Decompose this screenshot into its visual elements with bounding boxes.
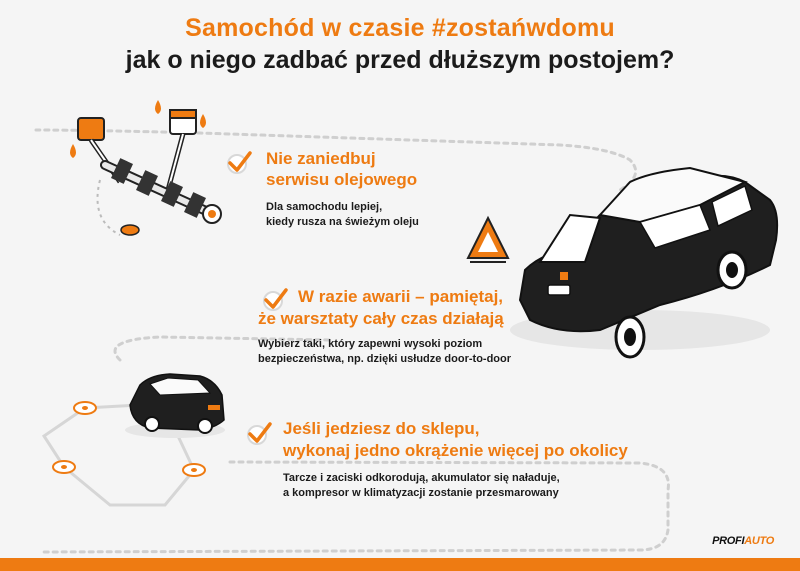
route-pin-icon: [74, 402, 96, 414]
profiauto-logo: [712, 535, 774, 547]
checkmark-icon: [246, 421, 272, 447]
engine-icon: [78, 110, 221, 235]
route-pin-icon: [183, 464, 205, 476]
page-subtitle: jak o niego zadbać przed dłuższym postojem?: [125, 46, 675, 74]
tip-1-title-line2: serwisu olejowego: [266, 170, 418, 189]
checkmark-icon: [226, 150, 252, 176]
small-car-icon: [125, 374, 225, 438]
page-title: Samochód w czasie #zostańwdomu: [185, 14, 615, 42]
warning-triangle-icon: [468, 218, 508, 262]
tip-3-text-line2: a kompresor w klimatyzacji zostanie przesmarowany: [283, 487, 559, 499]
tip-1-text-line1: Dla samochodu lepiej,: [266, 201, 383, 213]
broken-car-icon: [510, 168, 777, 357]
tip-1-text-line2: kiedy rusza na świeżym oleju: [266, 216, 419, 228]
tip-2-text-line1: Wybierz taki, który zapewni wysoki poziom: [258, 338, 483, 350]
tip-1-title-line1: Nie zaniedbuj: [266, 149, 376, 168]
logo-part1: PROFI: [712, 535, 745, 547]
tip-2-title-line2: że warsztaty cały czas działają: [258, 309, 504, 328]
bottom-accent-bar: [0, 558, 800, 571]
logo-part2: AUTO: [744, 535, 774, 547]
tip-2-title-line1: W razie awarii – pamiętaj,: [298, 287, 504, 306]
tip-3-title-line2: wykonaj jedno okrążenie więcej po okolicy: [283, 441, 628, 460]
route-pin-icon: [53, 461, 75, 473]
tip-3-text-line1: Tarcze i zaciski odkorodują, akumulator się naładuje,: [283, 472, 560, 484]
tip-3-title-line1: Jeśli jedziesz do sklepu,: [283, 419, 480, 438]
tip-2-text-line2: bezpieczeństwa, np. dzięki usłudze door-to-door: [258, 353, 512, 365]
